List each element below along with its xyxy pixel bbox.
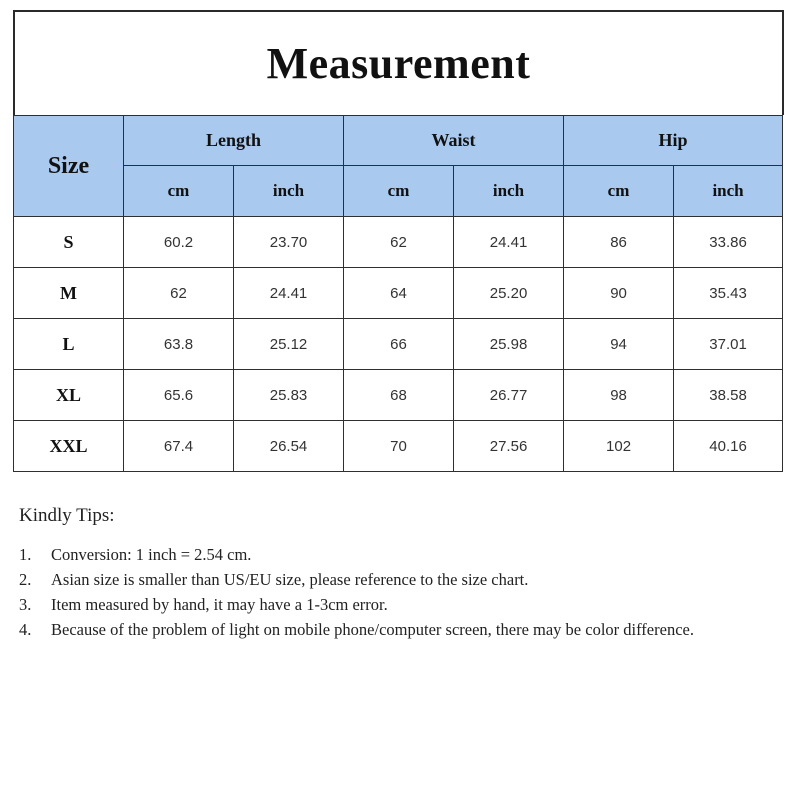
unit-header-waist-cm: cm: [344, 166, 454, 217]
value-cell: 27.56: [454, 421, 564, 472]
group-header-length: Length: [124, 116, 344, 166]
table-row: [14, 370, 783, 421]
size-label-cell: XL: [14, 370, 124, 421]
value-cell: 98: [564, 370, 674, 421]
value-cell: 35.43: [674, 268, 783, 319]
value-cell: 24.41: [234, 268, 344, 319]
value-cell: 33.86: [674, 217, 783, 268]
size-column-header: Size: [14, 116, 124, 217]
value-cell: 63.8: [124, 319, 234, 370]
tip-number: 1.: [19, 545, 32, 564]
value-cell: 62: [344, 217, 454, 268]
group-header-hip: Hip: [564, 116, 783, 166]
value-cell: 64: [344, 268, 454, 319]
unit-header-waist-inch: inch: [454, 166, 564, 217]
value-cell: 67.4: [124, 421, 234, 472]
value-cell: 102: [564, 421, 674, 472]
value-cell: 68: [344, 370, 454, 421]
table-row: [14, 319, 783, 370]
value-cell: 24.41: [454, 217, 564, 268]
size-label-cell: S: [14, 217, 124, 268]
tip-item: [19, 542, 759, 567]
value-cell: 26.77: [454, 370, 564, 421]
unit-header-length-cm: cm: [124, 166, 234, 217]
value-cell: 38.58: [674, 370, 783, 421]
tips-title: Kindly Tips:: [19, 505, 115, 526]
unit-header-hip-inch: inch: [674, 166, 783, 217]
value-cell: 26.54: [234, 421, 344, 472]
size-label-cell: XXL: [14, 421, 124, 472]
value-cell: 23.70: [234, 217, 344, 268]
size-label-cell: L: [14, 319, 124, 370]
group-header-waist: Waist: [344, 116, 564, 166]
tip-text: Asian size is smaller than US/EU size, please reference to the size chart.: [51, 570, 529, 589]
value-cell: 86: [564, 217, 674, 268]
value-cell: 65.6: [124, 370, 234, 421]
value-cell: 25.83: [234, 370, 344, 421]
tip-text: Because of the problem of light on mobile phone/computer screen, there may be color difference.: [51, 620, 694, 639]
value-cell: 40.16: [674, 421, 783, 472]
title-box: [13, 10, 784, 115]
tip-text: Conversion: 1 inch = 2.54 cm.: [51, 545, 252, 564]
table-row: [14, 421, 783, 472]
value-cell: 90: [564, 268, 674, 319]
value-cell: 60.2: [124, 217, 234, 268]
header-row-units: [14, 166, 783, 217]
tip-number: 4.: [19, 620, 32, 639]
tip-text: Item measured by hand, it may have a 1-3cm error.: [51, 595, 388, 614]
value-cell: 25.12: [234, 319, 344, 370]
table-row: [14, 268, 783, 319]
size-chart: [13, 10, 782, 477]
value-cell: 70: [344, 421, 454, 472]
tip-item: [19, 617, 759, 642]
header-row-groups: [14, 116, 783, 166]
tip-item: [19, 567, 759, 592]
unit-header-hip-cm: cm: [564, 166, 674, 217]
value-cell: 25.20: [454, 268, 564, 319]
page-title: Measurement: [266, 39, 531, 88]
size-label-cell: M: [14, 268, 124, 319]
value-cell: 25.98: [454, 319, 564, 370]
value-cell: 62: [124, 268, 234, 319]
value-cell: 66: [344, 319, 454, 370]
size-table: [13, 115, 783, 472]
tip-number: 3.: [19, 595, 32, 614]
tip-number: 2.: [19, 570, 32, 589]
table-row: [14, 217, 783, 268]
tips-list: [19, 542, 759, 642]
value-cell: 37.01: [674, 319, 783, 370]
unit-header-length-inch: inch: [234, 166, 344, 217]
tip-item: [19, 592, 759, 617]
value-cell: 94: [564, 319, 674, 370]
